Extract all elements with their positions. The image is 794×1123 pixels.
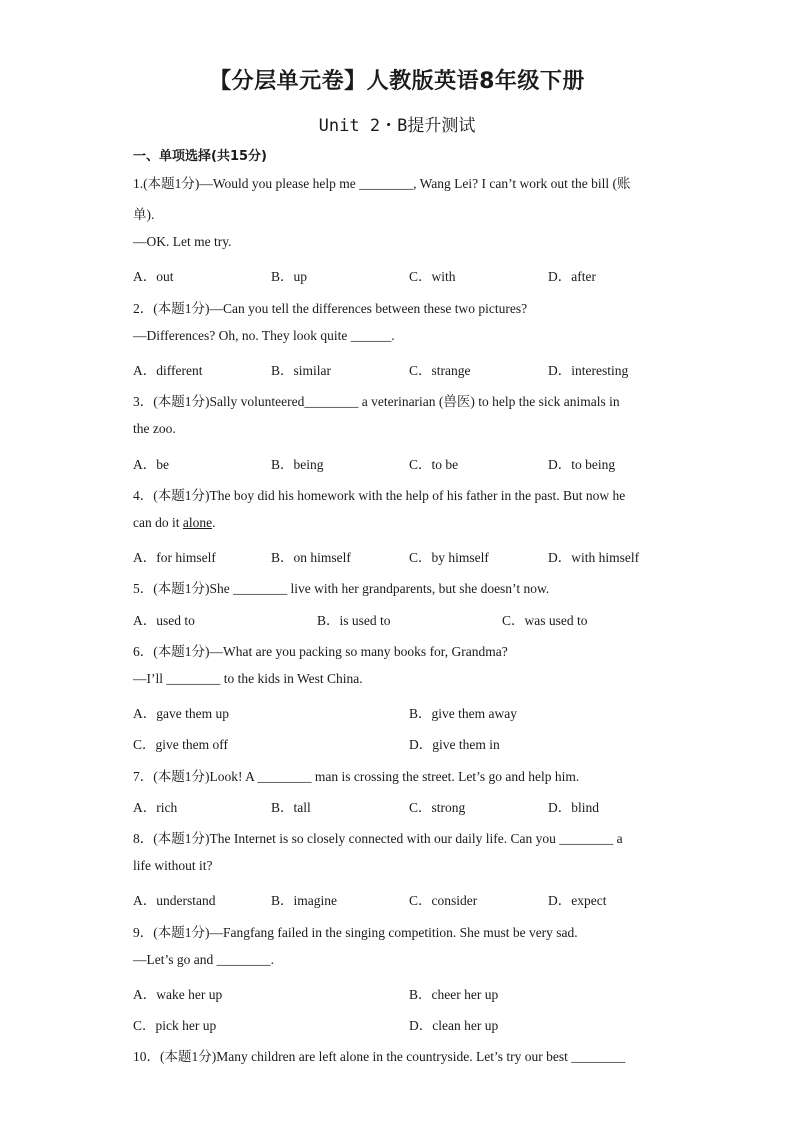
- question-8-stem: 8．(本题1分)The Internet is so closely connected with our daily life. Can you ________ a: [133, 831, 623, 846]
- question-9-option-a[interactable]: A．wake her up: [133, 987, 223, 1002]
- question-5-stem: 5．(本题1分)She ________ live with her grandparents, but she doesn’t now.: [133, 581, 550, 596]
- question-9-option-d[interactable]: D．clean her up: [409, 1018, 499, 1033]
- question-6-dialogue: —I’ll ________ to the kids in West China.: [133, 671, 363, 686]
- question-6-stem: 6．(本题1分)—What are you packing so many books for, Grandma?: [133, 644, 508, 659]
- question-3-option-b[interactable]: B．being: [271, 457, 324, 472]
- page-subtitle: Unit 2・B提升测试: [318, 116, 476, 136]
- question-7-option-c[interactable]: C．strong: [409, 800, 466, 815]
- question-6-option-c[interactable]: C．give them off: [133, 737, 228, 752]
- question-10-stem: 10．(本题1分)Many children are left alone in the countryside. Let’s try our best ________: [133, 1049, 626, 1064]
- question-2-option-d[interactable]: D．interesting: [548, 363, 629, 378]
- question-4-text: can do it: [133, 515, 183, 530]
- question-2-stem: 2．(本题1分)—Can you tell the differences between these two pictures?: [133, 301, 528, 316]
- question-3-option-d[interactable]: D．to being: [548, 457, 616, 472]
- question-4-period: .: [212, 515, 216, 530]
- question-3-stem: 3．(本题1分)Sally volunteered________ a veterinarian (兽医) to help the sick animals in: [133, 394, 620, 409]
- question-7-option-b[interactable]: B．tall: [271, 800, 311, 815]
- question-1-option-d[interactable]: D．after: [548, 269, 596, 284]
- question-4-option-a[interactable]: A．for himself: [133, 550, 216, 565]
- question-7-option-d[interactable]: D．blind: [548, 800, 600, 815]
- question-3-option-a[interactable]: A．be: [133, 457, 169, 472]
- question-5-option-a[interactable]: A．used to: [133, 613, 195, 628]
- question-1-stem: 1.(本题1分)—Would you please help me ________, Wang Lei? I can’t work out the bill (账: [133, 176, 631, 191]
- question-5-option-b[interactable]: B．is used to: [317, 613, 391, 628]
- question-3-option-c[interactable]: C．to be: [409, 457, 459, 472]
- section-heading: 一、单项选择(共15分): [133, 149, 267, 164]
- question-8-option-c[interactable]: C．consider: [409, 893, 478, 908]
- question-4-option-c[interactable]: C．by himself: [409, 550, 489, 565]
- question-9-option-c[interactable]: C．pick her up: [133, 1018, 217, 1033]
- question-2-option-a[interactable]: A．different: [133, 363, 203, 378]
- question-4-option-b[interactable]: B．on himself: [271, 550, 351, 565]
- question-9-dialogue: —Let’s go and ________.: [133, 952, 274, 967]
- question-2-dialogue: —Differences? Oh, no. They look quite ______.: [133, 328, 395, 343]
- question-8-option-b[interactable]: B．imagine: [271, 893, 337, 908]
- question-6-option-a[interactable]: A．gave them up: [133, 706, 229, 721]
- question-9-option-b[interactable]: B．cheer her up: [409, 987, 499, 1002]
- question-8-option-d[interactable]: D．expect: [548, 893, 607, 908]
- question-4-stem: 4．(本题1分)The boy did his homework with the help of his father in the past. But now he: [133, 488, 626, 503]
- question-6-option-b[interactable]: B．give them away: [409, 706, 517, 721]
- question-6-option-d[interactable]: D．give them in: [409, 737, 500, 752]
- question-1-stem-cont: 单).: [133, 207, 155, 222]
- question-2-option-b[interactable]: B．similar: [271, 363, 331, 378]
- question-2-option-c[interactable]: C．strange: [409, 363, 471, 378]
- question-8-option-a[interactable]: A．understand: [133, 893, 216, 908]
- question-1-dialogue: —OK. Let me try.: [133, 234, 232, 249]
- question-1-option-b[interactable]: B．up: [271, 269, 308, 284]
- question-4-stem-cont: [133, 515, 216, 531]
- question-8-stem-cont: life without it?: [133, 858, 213, 873]
- question-4-option-d[interactable]: D．with himself: [548, 550, 640, 565]
- question-3-stem-cont: the zoo.: [133, 421, 176, 436]
- page-title: 【分层单元卷】人教版英语8年级下册: [209, 69, 585, 94]
- question-1-option-a[interactable]: A．out: [133, 269, 174, 284]
- question-5-option-c[interactable]: C．was used to: [502, 613, 588, 628]
- question-1-option-c[interactable]: C．with: [409, 269, 456, 284]
- question-7-stem: 7．(本题1分)Look! A ________ man is crossing the street. Let’s go and help him.: [133, 769, 580, 784]
- question-7-option-a[interactable]: A．rich: [133, 800, 178, 815]
- question-9-stem: 9．(本题1分)—Fangfang failed in the singing competition. She must be very sad.: [133, 925, 578, 940]
- question-4-underlined-word: alone: [182, 515, 213, 530]
